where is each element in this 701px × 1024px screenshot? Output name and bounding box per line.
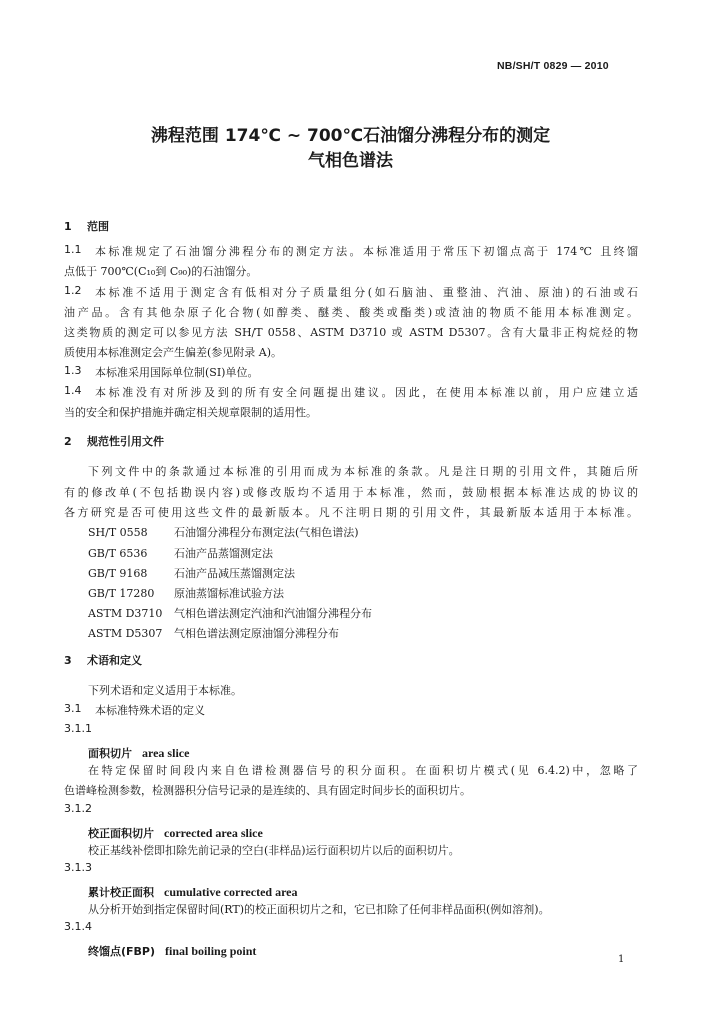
paragraph-line: 本标准规定了石油馏分沸程分布的测定方法。本标准适用于常压下初馏点高于 174℃ 且终馏: [95, 245, 638, 258]
term-number: 3.1.2: [64, 802, 92, 815]
paragraph-line: 下列术语和定义适用于本标准。: [88, 684, 242, 697]
clause-number: 3.1: [64, 702, 82, 715]
paragraph-line: 有的修改单(不包括勘误内容)或修改版均不适用于本标准，然而，鼓励根据本标准达成的协议的: [64, 486, 638, 499]
document-title: 沸程范围 174℃ ~ 700℃石油馏分沸程分布的测定: [150, 126, 551, 146]
clause-number: 1.2: [64, 284, 82, 297]
paragraph-line: 各方研究是否可使用这些文件的最新版本。凡不注明日期的引用文件，其最新版本适用于本标准。: [64, 506, 638, 519]
clause-number: 1.4: [64, 384, 82, 397]
reference-code: ASTM D3710: [88, 607, 163, 620]
term-english: final boiling point: [165, 944, 257, 958]
section-title: 术语和定义: [86, 654, 142, 667]
reference-code: GB/T 6536: [88, 547, 148, 560]
term-heading: [88, 822, 263, 841]
reference-item: [88, 524, 359, 540]
clause-number: 1.1: [64, 243, 82, 256]
term-english: corrected area slice: [164, 826, 263, 840]
standard-number: NB/SH/T 0829 — 2010: [497, 60, 609, 72]
section-1-heading: [64, 218, 109, 234]
section-number: 3: [64, 654, 72, 667]
paragraph-line: 这类物质的测定可以参见方法 SH/T 0558、ASTM D3710 或 ASTM D5307。含有大量非正构烷烃的物: [64, 326, 638, 339]
section-title: 规范性引用文件: [86, 435, 164, 448]
term-heading: [88, 742, 189, 761]
reference-title: 原油蒸馏标准试验方法: [174, 587, 284, 600]
paragraph-line: 油产品。含有其他杂原子化合物(如醇类、醚类、酸类或酯类)或渣油的物质不能用本标准测定。: [64, 306, 638, 319]
clause-number: 1.3: [64, 364, 82, 377]
reference-title: 气相色谱法测定原油馏分沸程分布: [174, 627, 339, 640]
section-2-heading: [64, 433, 164, 449]
term-heading: [88, 940, 256, 959]
paragraph-line: 质使用本标准测定会产生偏差(参见附录 A)。: [64, 346, 283, 359]
reference-title: 石油产品蒸馏测定法: [174, 547, 273, 560]
section-title: 范围: [86, 220, 109, 233]
reference-code: GB/T 17280: [88, 587, 155, 600]
term-chinese: 面积切片: [88, 747, 132, 760]
reference-title: 石油产品减压蒸馏测定法: [174, 567, 295, 580]
term-number: 3.1.4: [64, 920, 92, 933]
section-3-heading: [64, 652, 142, 668]
reference-code: SH/T 0558: [88, 526, 148, 539]
term-number: 3.1.3: [64, 861, 92, 874]
document-subtitle: 气相色谱法: [308, 151, 393, 171]
term-chinese: 终馏点(FBP): [88, 945, 156, 958]
reference-code: ASTM D5307: [88, 627, 163, 640]
paragraph-line: 本标准采用国际单位制(SI)单位。: [95, 366, 259, 379]
term-english: area slice: [142, 746, 190, 760]
paragraph-line: 当的安全和保护措施并确定相关规章限制的适用性。: [64, 406, 317, 419]
section-number: 1: [64, 220, 72, 233]
section-number: 2: [64, 435, 72, 448]
term-heading: [88, 881, 298, 900]
reference-item: [88, 605, 372, 621]
paragraph-line: 本标准不适用于测定含有低相对分子质量组分(如石脑油、重整油、汽油、原油)的石油或石: [95, 286, 638, 299]
paragraph-line: 下列文件中的条款通过本标准的引用而成为本标准的条款。凡是注日期的引用文件，其随后所: [88, 465, 638, 478]
paragraph-line: 本标准特殊术语的定义: [95, 704, 205, 717]
page-number: 1: [618, 954, 625, 965]
paragraph-line: 从分析开始到指定保留时间(RT)的校正面积切片之和，它已扣除了任何非样品面积(例如溶剂)。: [88, 903, 550, 916]
term-chinese: 累计校正面积: [88, 886, 154, 899]
paragraph-line: 点低于 700℃(C₁₀到 C₉₀)的石油馏分。: [64, 265, 258, 278]
term-number: 3.1.1: [64, 722, 92, 735]
reference-item: [88, 585, 284, 601]
reference-item: [88, 545, 273, 561]
reference-item: [88, 565, 295, 581]
paragraph-line: 在特定保留时间段内来自色谱检测器信号的积分面积。在面积切片模式(见 6.4.2)中，忽略了: [88, 764, 638, 777]
reference-item: [88, 625, 339, 641]
paragraph-line: 校正基线补偿即扣除先前记录的空白(非样品)运行面积切片以后的面积切片。: [88, 844, 460, 857]
term-chinese: 校正面积切片: [88, 827, 154, 840]
reference-title: 气相色谱法测定汽油和汽油馏分沸程分布: [174, 607, 372, 620]
paragraph-line: 色谱峰检测参数，检测器积分信号记录的是连续的、具有固定时间步长的面积切片。: [64, 784, 471, 797]
paragraph-line: 本标准没有对所涉及到的所有安全问题提出建议。因此，在使用本标准以前，用户应建立适: [95, 386, 638, 399]
reference-title: 石油馏分沸程分布测定法(气相色谱法): [174, 526, 359, 539]
term-english: cumulative corrected area: [164, 885, 298, 899]
reference-code: GB/T 9168: [88, 567, 148, 580]
